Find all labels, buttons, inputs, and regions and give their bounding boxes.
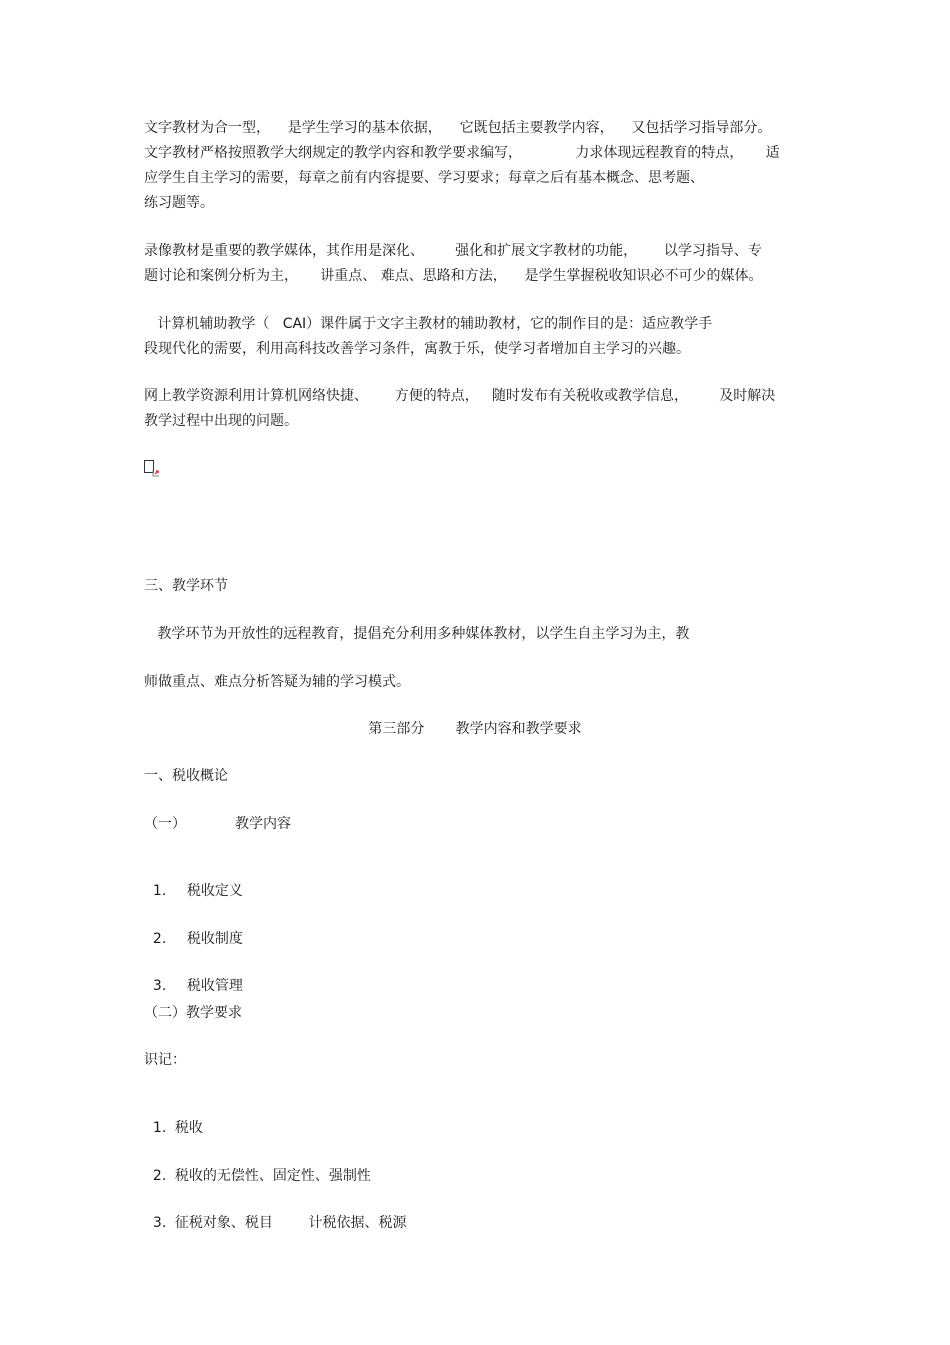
list-item-number: 1. bbox=[152, 883, 167, 899]
recall-item bbox=[144, 1098, 203, 1138]
recall-item-number: 2. bbox=[152, 1168, 167, 1184]
recall-item-text: 征税对象、税目 计税依据、税源 bbox=[174, 1215, 407, 1231]
p1-line3: 应学生自主学习的需要，每章之前有内容提要、学习要求；每章之后有基本概念、思考题、 bbox=[144, 170, 704, 186]
p2-line1: 录像教材是重要的教学媒体，其作用是深化、 强化和扩展文字教材的功能， 以学习指导、专 bbox=[144, 243, 762, 259]
broken-image-icon bbox=[144, 460, 162, 480]
p1-line2: 文字教材严格按照教学大纲规定的教学内容和教学要求编写， 力求体现远程教育的特点， 适 bbox=[144, 145, 780, 161]
recall-item bbox=[144, 1146, 371, 1186]
recall-item-text: 税收的无偿性、固定性、强制性 bbox=[174, 1168, 371, 1184]
p1-line1: 文字教材为合一型， 是学生学习的基本依据， 它既包括主要教学内容， 又包括学习指导部分。 bbox=[144, 120, 772, 136]
recall-label: 识记： bbox=[144, 1052, 186, 1068]
list-item-text: 税收管理 bbox=[186, 978, 243, 994]
p4-line2: 教学过程中出现的问题。 bbox=[144, 413, 298, 429]
p3-line2: 段现代化的需要，利用高科技改善学习条件，寓教于乐，使学习者增加自主学习的兴趣。 bbox=[144, 341, 690, 357]
p2-line2: 题讨论和案例分析为主， 讲重点、 难点、思路和方法， 是学生掌握税收知识必不可少的媒体。 bbox=[144, 268, 763, 284]
list-item-number: 3. bbox=[152, 978, 167, 994]
recall-item bbox=[144, 1193, 407, 1233]
list-item-text: 税收定义 bbox=[186, 883, 243, 899]
list-item bbox=[144, 909, 243, 949]
list-item bbox=[144, 861, 243, 901]
p3-line1: 计算机辅助教学（ CAI）课件属于文字主教材的辅助教材，它的制作目的是：适应教学手 bbox=[144, 316, 713, 332]
section3-heading: 三、教学环节 bbox=[144, 578, 228, 594]
recall-item-number: 3. bbox=[152, 1215, 167, 1231]
recall-item-text: 税收 bbox=[174, 1120, 203, 1136]
chapter1-heading: 一、税收概论 bbox=[144, 768, 228, 784]
recall-item-number: 1. bbox=[152, 1120, 167, 1136]
p4-line1: 网上教学资源利用计算机网络快捷、 方便的特点， 随时发布有关税收或教学信息， 及时解决 bbox=[144, 388, 776, 404]
list-item-text: 税收制度 bbox=[186, 931, 243, 947]
list-item-number: 2. bbox=[152, 931, 167, 947]
part3-title: 第三部分 教学内容和教学要求 bbox=[368, 721, 582, 737]
section3-line2: 师做重点、难点分析答疑为辅的学习模式。 bbox=[144, 674, 410, 690]
chapter1-sub2: （二）教学要求 bbox=[144, 1005, 242, 1021]
p1-line4: 练习题等。 bbox=[144, 195, 214, 211]
section3-line1: 教学环节为开放性的远程教育，提倡充分利用多种媒体教材，以学生自主学习为主，教 bbox=[144, 626, 690, 642]
chapter1-sub1: （一） 教学内容 bbox=[144, 816, 291, 832]
list-item bbox=[144, 956, 243, 996]
